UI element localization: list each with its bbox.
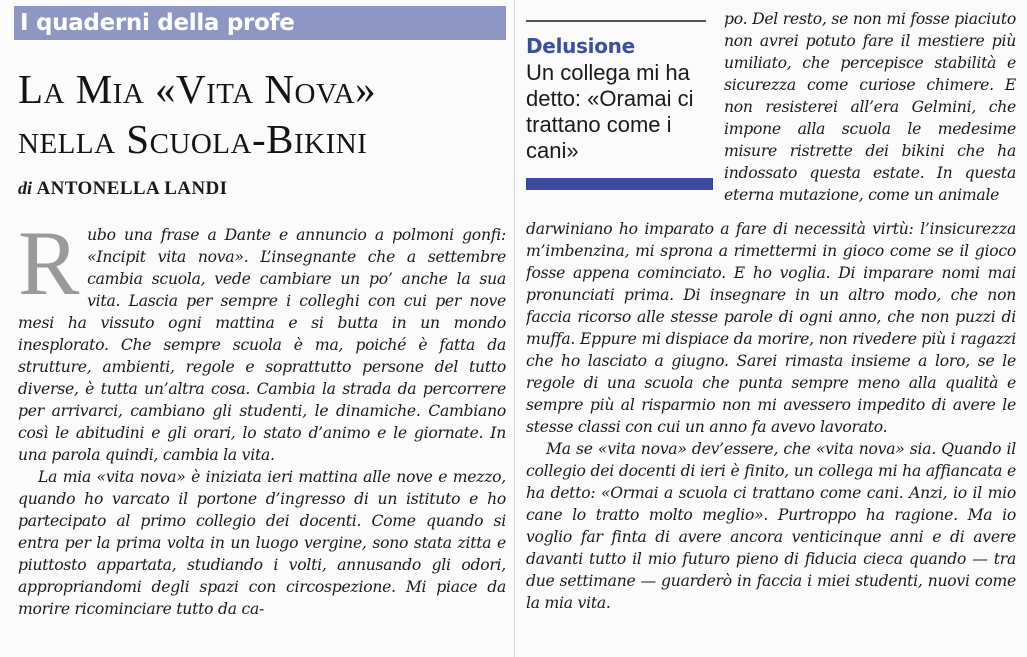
pull-quote-box bbox=[526, 8, 718, 190]
headline-line-1: La Mia «Vita Nova» bbox=[18, 66, 377, 112]
right-top-paragraph: po. Del resto, se non mi fosse piaciuto non avrei potuto fare il mestiere più umiliato, che percepisce stabilità e sicurezza come curiose chimere. E non resisterei all’era Gelmini, che impone alla scuola le medesime misure ristrette dei bikini che ha indossato questa estate. In questa eterna mutazione, come un animale bbox=[724, 10, 1016, 204]
pull-quote-top-rule bbox=[526, 20, 706, 22]
headline-line-2: nella Scuola-Bikini bbox=[18, 116, 368, 162]
article-left-column bbox=[14, 6, 506, 636]
byline-prefix: di bbox=[18, 178, 33, 198]
paragraph-1-text: ubo una frase a Dante e annuncio a polmoni gonfi: «Incipit vita nova». L’insegnante che a settembre cambia scuola, vede cambiare un po’ anche la sua vita. Lascia per sempre i colleghi con cui per nove mesi ha vissuto ogni mattina e si butta in un mondo inesplorato. Che sempre scuola è ma, poiché è fatta da strutture, ambienti, regole e soprattutto persone del tutto diverse, è tutta un’altra cosa. Cambia la strada da percorrere per arrivarci, cambiano gli studenti, le dinamiche. Cambiano così le abitudini e gli orari, lo stato d’animo e le giornate. In una parola quindi, cambia la vita. bbox=[18, 226, 506, 464]
byline-author: ANTONELLA LANDI bbox=[36, 178, 228, 199]
paragraph-3: darwiniano ho imparato a fare di necessità virtù: l’insicurezza m’imbenzina, mi sprona a rimettermi in gioco come se il gioco fosse appena cominciato. E ho voglia. Di imparare nomi mai pronunciati prima. Di insegnare in un altro modo, che non faccia ricorso alle stesse parole di ogni anno, che non puzzi di muffa. Eppure mi dispiace da morire, non rivedere più i ragazzi che ho lasciato a giugno. Sarei rimasta insieme a loro, se le regole di una scuola che punta sempre meno alla qualità e sempre più al risparmio non mi avessero impedito di avere le stesse classi con cui un anno fa avevo lavorato. bbox=[526, 220, 1016, 436]
pull-quote-text: Un collega mi ha detto: «Oramai ci trattano come i cani» bbox=[526, 60, 694, 163]
article-body-left bbox=[18, 224, 506, 636]
article-body-right-main bbox=[526, 218, 1016, 656]
paragraph-1 bbox=[18, 224, 506, 466]
drop-cap: R bbox=[18, 224, 80, 314]
article-byline bbox=[18, 178, 506, 200]
pull-quote-bottom-bar bbox=[526, 178, 713, 190]
paragraph-2: La mia «vita nova» è iniziata ieri mattina alle nove e mezzo, quando ho varcato il portone d’ingresso di un istituto e ho partecipato al primo collegio dei docenti. Come quando si entra per la prima volta in un luogo vergine, sono stata zitta e piuttosto appartata, studiando i volti, annusando gli odori, appropriandomi degli spazi con circospezione. Mi piace da morire ricominciare tutto da ca- bbox=[18, 468, 506, 618]
article-headline bbox=[18, 64, 506, 164]
pull-quote-kicker: Delusione bbox=[526, 34, 635, 58]
column-divider bbox=[514, 0, 515, 657]
article-body-right-top bbox=[724, 8, 1016, 218]
column-rubric: I quaderni della profe bbox=[14, 6, 506, 40]
paragraph-4: Ma se «vita nova» dev’essere, che «vita nova» sia. Quando il collegio dei docenti di ieri è finito, un collega mi ha affiancata e ha detto: «Ormai a scuola ci trattano come cani. Anzi, io il mio cane lo tratto molto meglio». Purtroppo ha ragione. Ma io voglio far finta di avere ancora venticinque anni e di avere davanti tutto il mio futuro pieno di fiducia cieca quando — tra due settimane — guarderò in faccia i miei studenti, nuovi come la mia vita. bbox=[526, 440, 1016, 612]
